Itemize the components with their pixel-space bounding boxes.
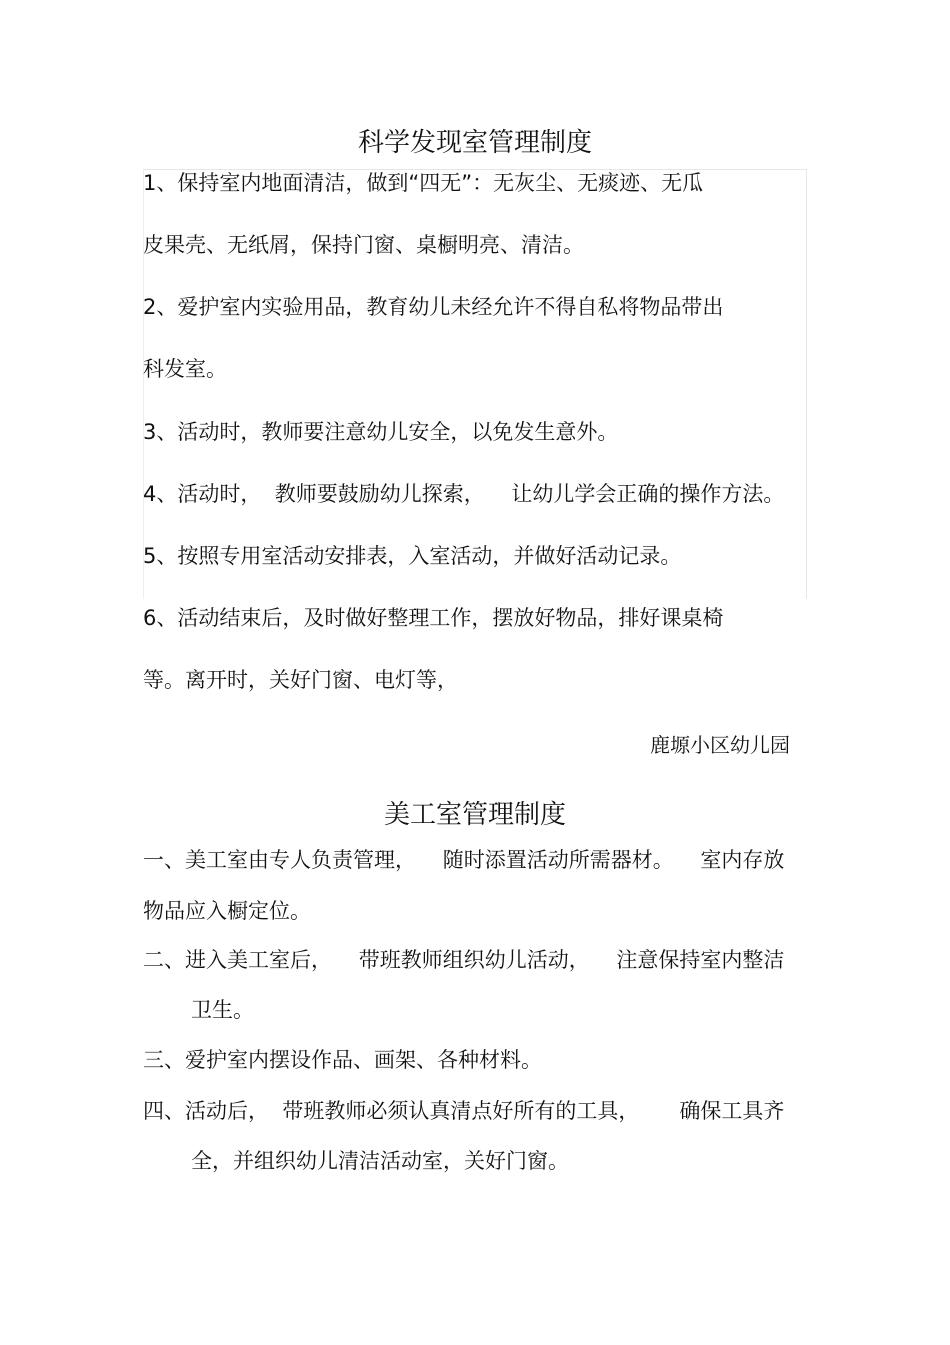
art-rule-line: 三、爱护室内摆设作品、画架、各种材料。 xyxy=(143,1048,542,1072)
science-rule-line: 5、按照专用室活动安排表，入室活动，并做好活动记录。 xyxy=(143,544,682,568)
science-room-title: 科学发现室管理制度 xyxy=(357,128,592,158)
science-rule-line: 2、爱护室内实验用品，教育幼儿未经允许不得自私将物品带出 xyxy=(143,295,724,319)
art-rule-line: 卫生。 xyxy=(191,998,254,1022)
science-rule-line: 1、保持室内地面清洁，做到“四无”：无灰尘、无痰迹、无瓜 xyxy=(143,171,704,195)
science-rule-line: 3、活动时，教师要注意幼儿安全，以免发生意外。 xyxy=(143,420,619,444)
science-rule-line: 皮果壳、无纸屑，保持门窗、桌橱明亮、清洁。 xyxy=(143,233,584,257)
science-rule-line: 6、活动结束后，及时做好整理工作，摆放好物品，排好课桌椅 xyxy=(143,606,724,630)
art-room-title: 美工室管理制度 xyxy=(383,800,566,830)
art-rule-line: 物品应入橱定位。 xyxy=(143,899,311,923)
art-rule-line: 一、美工室由专人负责管理， 随时添置活动所需器材。 室内存放 xyxy=(143,848,785,872)
science-rule-line: 科发室。 xyxy=(143,357,227,381)
art-rule-line: 二、进入美工室后， 带班教师组织幼儿活动， 注意保持室内整洁 xyxy=(143,948,785,972)
science-rule-line: 4、活动时， 教师要鼓励幼儿探索， 让幼儿学会正确的操作方法。 xyxy=(143,482,785,506)
art-rule-line: 全，并组织幼儿清洁活动室，关好门窗。 xyxy=(191,1149,569,1173)
art-rule-line: 四、活动后， 带班教师必须认真清点好所有的工具， 确保工具齐 xyxy=(143,1099,785,1123)
kindergarten-signature: 鹿塬小区幼儿园 xyxy=(650,733,790,757)
science-rule-line: 等。离开时，关好门窗、电灯等， xyxy=(143,668,458,692)
